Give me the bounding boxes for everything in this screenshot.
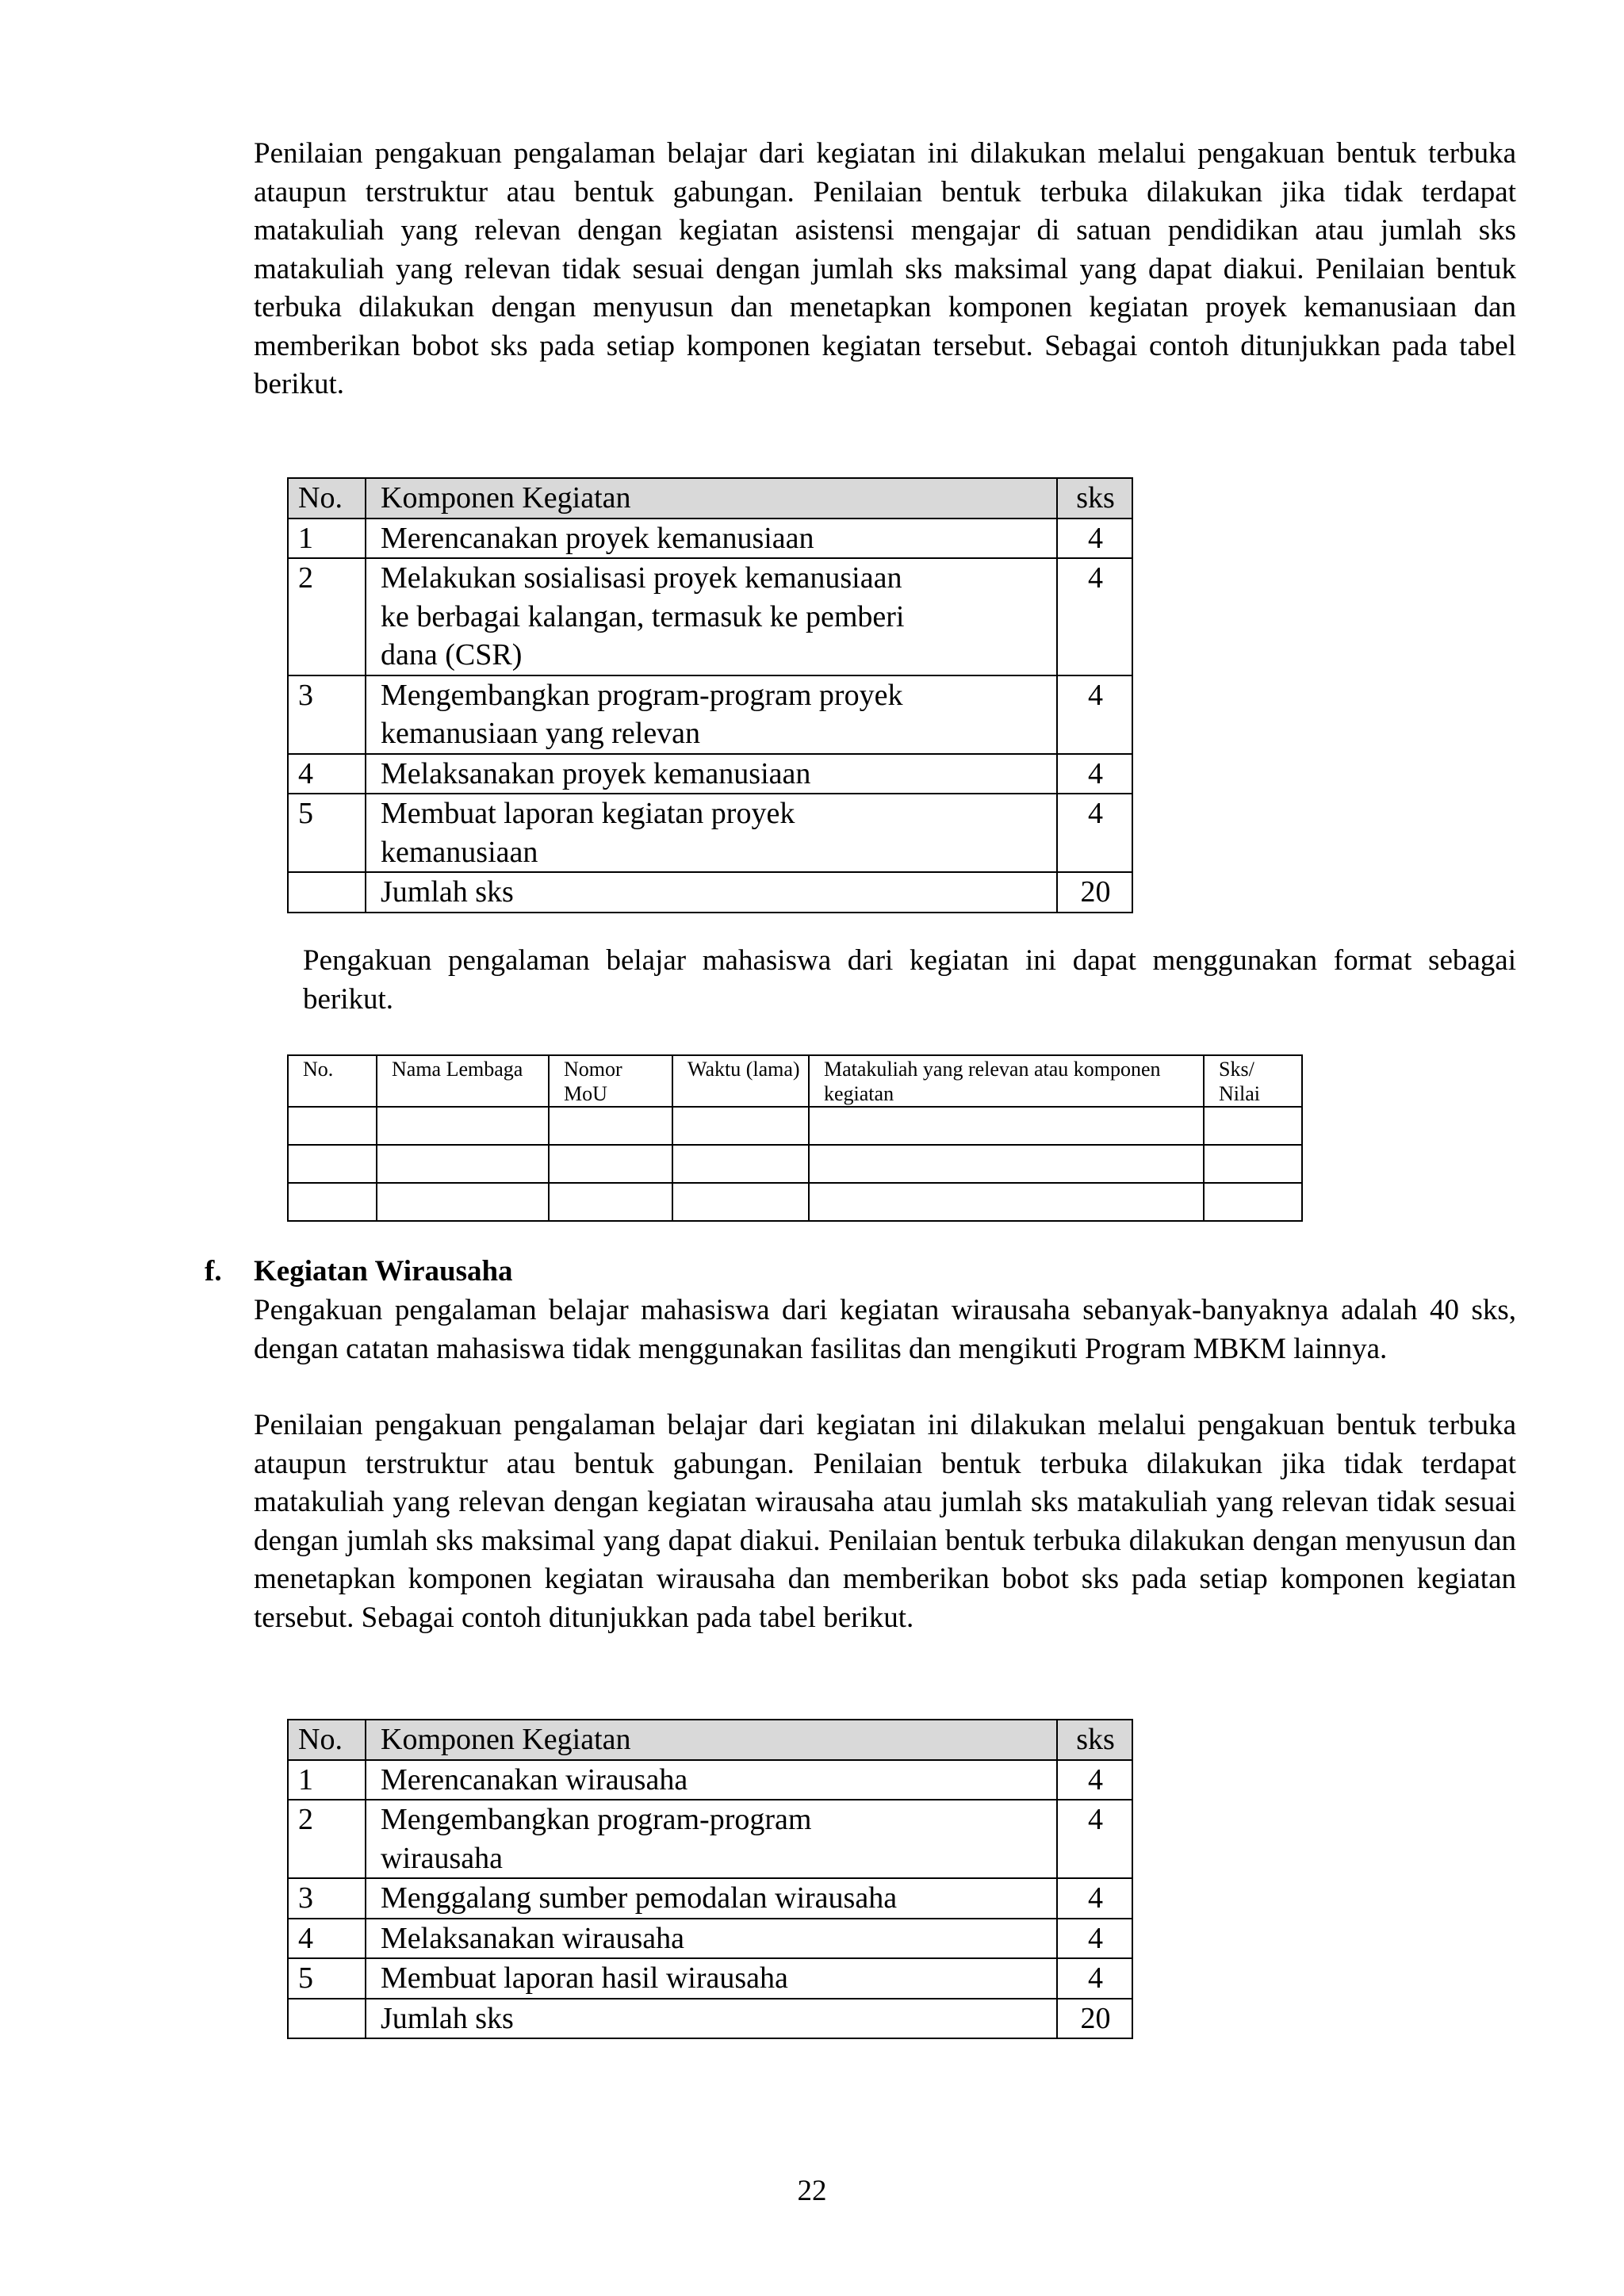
empty-cell <box>288 1145 377 1183</box>
empty-cell <box>549 1145 672 1183</box>
empty-cell <box>377 1145 549 1183</box>
section-title: Kegiatan Wirausaha <box>254 1255 513 1288</box>
table-row <box>288 675 1132 754</box>
empty-cell <box>1204 1145 1302 1183</box>
row-komponen: Merencanakan proyek kemanusiaan <box>366 519 1057 559</box>
header-komponen: Komponen Kegiatan <box>366 1720 1057 1760</box>
format-table <box>287 1054 1303 1222</box>
header-no: No. <box>288 478 366 519</box>
table-header-row <box>288 1720 1132 1760</box>
row-no: 3 <box>288 675 366 754</box>
component-table-wirausaha <box>287 1719 1133 2039</box>
total-label: Jumlah sks <box>366 1999 1057 2039</box>
total-label: Jumlah sks <box>366 872 1057 913</box>
row-komponen: Mengembangkan program-program proyek kemanusiaan yang relevan <box>366 675 1057 754</box>
total-no-empty <box>288 1999 366 2039</box>
empty-cell <box>672 1107 809 1145</box>
table-total-row <box>288 872 1132 913</box>
table-row <box>288 754 1132 794</box>
empty-cell <box>809 1145 1204 1183</box>
empty-cell <box>288 1183 377 1221</box>
empty-cell <box>1204 1107 1302 1145</box>
header-komponen: Komponen Kegiatan <box>366 478 1057 519</box>
section-paragraph-2: Penilaian pengakuan pengalaman belajar dari kegiatan ini dilakukan melalui pengakuan bentuk terbuka ataupun terstruktur atau bentuk gabungan. Penilaian bentuk terbuka dilakukan jika tidak terdapat matakuliah yang relevan dengan kegiatan wirausaha atau jumlah sks matakuliah yang relevan tidak sesuai dengan jumlah sks maksimal yang dapat diakui. Penilaian bentuk terbuka dilakukan dengan menyusun dan menetapkan komponen kegiatan wirausaha dan memberikan bobot sks pada setiap komponen kegiatan tersebut. Sebagai contoh ditunjukkan pada tabel berikut. <box>254 1409 1516 1634</box>
empty-cell <box>377 1107 549 1145</box>
empty-cell <box>809 1183 1204 1221</box>
row-no: 1 <box>288 519 366 559</box>
format-header-nama-lembaga: Nama Lembaga <box>377 1055 549 1107</box>
format-empty-row <box>288 1145 1302 1183</box>
format-header-waktu: Waktu (lama) <box>672 1055 809 1107</box>
row-komponen: Melaksanakan proyek kemanusiaan <box>366 754 1057 794</box>
row-no: 4 <box>288 1919 366 1959</box>
empty-cell <box>809 1107 1204 1145</box>
format-empty-row <box>288 1183 1302 1221</box>
row-sks: 4 <box>1057 1958 1132 1999</box>
empty-cell <box>288 1107 377 1145</box>
row-no: 2 <box>288 558 366 675</box>
row-no: 3 <box>288 1878 366 1919</box>
format-empty-row <box>288 1107 1302 1145</box>
component-table-proyek-kemanusiaan <box>287 477 1133 913</box>
table-header-row <box>288 478 1132 519</box>
table-row <box>288 558 1132 675</box>
row-komponen: Merencanakan wirausaha <box>366 1760 1057 1800</box>
empty-cell <box>672 1183 809 1221</box>
row-no: 2 <box>288 1800 366 1878</box>
section-paragraph-1: Pengakuan pengalaman belajar mahasiswa dari kegiatan wirausaha sebanyak-banyaknya adalah 40 sks, dengan catatan mahasiswa tidak menggunakan fasilitas dan mengikuti Program MBKM lainnya. <box>254 1294 1516 1365</box>
header-no: No. <box>288 1720 366 1760</box>
row-sks: 4 <box>1057 1760 1132 1800</box>
row-sks: 4 <box>1057 754 1132 794</box>
row-komponen: Mengembangkan program-program wirausaha <box>366 1800 1057 1878</box>
empty-cell <box>549 1107 672 1145</box>
format-paragraph: Pengakuan pengalaman belajar mahasiswa dari kegiatan ini dapat menggunakan format sebagai berikut. <box>303 944 1516 1016</box>
row-no: 4 <box>288 754 366 794</box>
table-row <box>288 1878 1132 1919</box>
empty-cell <box>549 1183 672 1221</box>
table-row <box>288 1760 1132 1800</box>
format-header-nomor-mou: Nomor MoU <box>549 1055 672 1107</box>
row-no: 5 <box>288 1958 366 1999</box>
table-row <box>288 519 1132 559</box>
row-komponen: Melaksanakan wirausaha <box>366 1919 1057 1959</box>
row-sks: 4 <box>1057 675 1132 754</box>
empty-cell <box>377 1183 549 1221</box>
header-sks: sks <box>1057 1720 1132 1760</box>
header-sks: sks <box>1057 478 1132 519</box>
table-row <box>288 1800 1132 1878</box>
row-komponen: Membuat laporan kegiatan proyek kemanusiaan <box>366 794 1057 872</box>
format-header-matakuliah: Matakuliah yang relevan atau komponen kegiatan <box>809 1055 1204 1107</box>
table-row <box>288 1958 1132 1999</box>
row-sks: 4 <box>1057 1919 1132 1959</box>
row-no: 5 <box>288 794 366 872</box>
section-label: f. <box>205 1255 222 1288</box>
format-header-no: No. <box>288 1055 377 1107</box>
intro-paragraph: Penilaian pengakuan pengalaman belajar dari kegiatan ini dilakukan melalui pengakuan bentuk terbuka ataupun terstruktur atau bentuk gabungan. Penilaian bentuk terbuka dilakukan jika tidak terdapat matakuliah yang relevan dengan kegiatan asistensi mengajar di satuan pendidikan atau jumlah sks matakuliah yang relevan tidak sesuai dengan jumlah sks maksimal yang dapat diakui. Penilaian bentuk terbuka dilakukan dengan menyusun dan menetapkan komponen kegiatan proyek kemanusiaan dan memberikan bobot sks pada setiap komponen kegiatan tersebut. Sebagai contoh ditunjukkan pada tabel berikut. <box>254 137 1516 400</box>
row-komponen: Menggalang sumber pemodalan wirausaha <box>366 1878 1057 1919</box>
row-komponen: Melakukan sosialisasi proyek kemanusiaan ke berbagai kalangan, termasuk ke pemberi dana (CSR) <box>366 558 1057 675</box>
table-row <box>288 1919 1132 1959</box>
row-komponen: Membuat laporan hasil wirausaha <box>366 1958 1057 1999</box>
total-no-empty <box>288 872 366 913</box>
empty-cell <box>672 1145 809 1183</box>
table-row <box>288 794 1132 872</box>
page-number: 22 <box>797 2175 827 2207</box>
format-table-header-row <box>288 1055 1302 1107</box>
total-value: 20 <box>1057 872 1132 913</box>
row-no: 1 <box>288 1760 366 1800</box>
row-sks: 4 <box>1057 794 1132 872</box>
row-sks: 4 <box>1057 519 1132 559</box>
row-sks: 4 <box>1057 1800 1132 1878</box>
table-total-row <box>288 1999 1132 2039</box>
empty-cell <box>1204 1183 1302 1221</box>
row-sks: 4 <box>1057 1878 1132 1919</box>
total-value: 20 <box>1057 1999 1132 2039</box>
row-sks: 4 <box>1057 558 1132 675</box>
format-header-sks-nilai: Sks/ Nilai <box>1204 1055 1302 1107</box>
